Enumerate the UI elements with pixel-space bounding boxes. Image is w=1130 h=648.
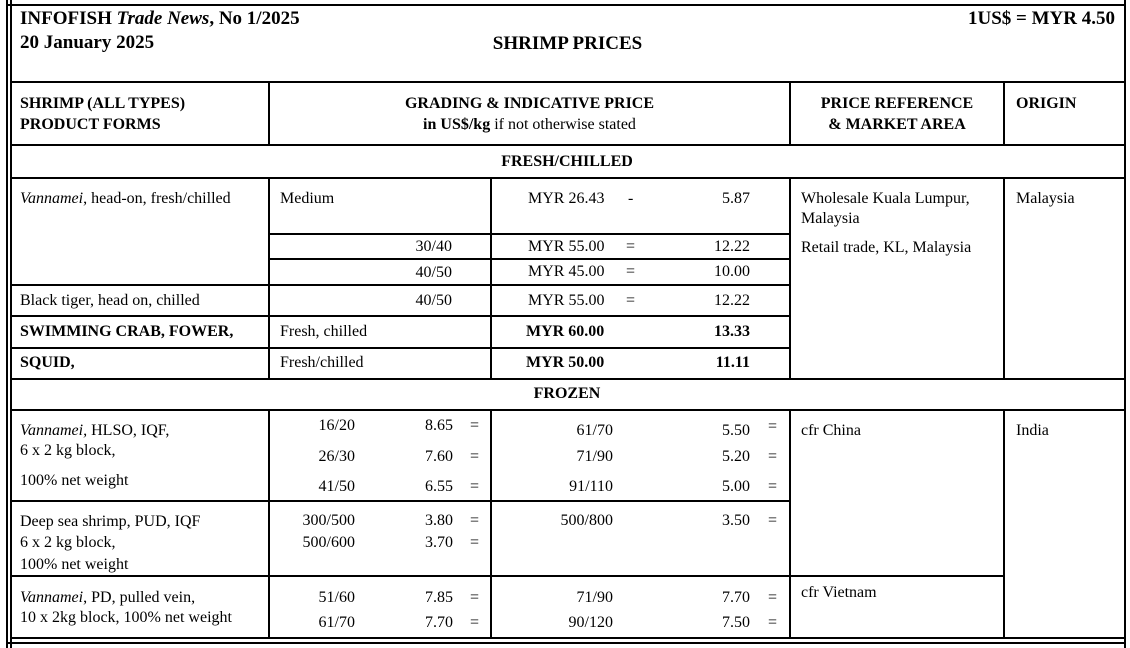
fresh-r1-ref-2: Malaysia — [801, 210, 860, 227]
frozen-g3-price2: 7.50 — [722, 614, 750, 631]
frozen-g1-price2: 5.20 — [722, 448, 750, 465]
colheader-grading-1: GRADING & INDICATIVE PRICE — [404, 95, 655, 112]
frozen-g3-size2: 71/90 — [576, 589, 613, 606]
frozen-g1-price: 7.60 — [425, 448, 453, 465]
frozen-g3-price: 7.70 — [425, 614, 453, 631]
frozen-divider-2 — [490, 409, 492, 638]
fresh-r4-product: Black tiger, head on, chilled — [20, 292, 200, 309]
frozen-g3-size: 51/60 — [318, 589, 355, 606]
fresh-r5-product: SWIMMING CRAB, FOWER, — [20, 323, 234, 340]
frozen-g2-price: 3.80 — [425, 512, 453, 529]
fresh-r2-usd: 12.22 — [714, 238, 750, 255]
outer-right-border — [1124, 0, 1126, 648]
frozen-g1-product-1 — [20, 422, 169, 440]
fresh-r3-grade: 40/50 — [415, 264, 452, 281]
fresh-r1-product — [20, 190, 231, 208]
frozen-divider-3 — [789, 409, 791, 638]
outer-left-border-inner — [10, 0, 12, 648]
colheader-divider-2 — [789, 81, 791, 145]
issue-date: 20 January 2025 — [20, 32, 155, 53]
fresh-r2-ref: Retail trade, KL, Malaysia — [801, 239, 972, 256]
frozen-g1-eq2: = — [768, 418, 778, 435]
frozen-g3-size2: 90/120 — [568, 614, 613, 631]
publication-name: INFOFISH — [20, 8, 112, 29]
frozen-g1-price: 6.55 — [425, 478, 453, 495]
fresh-r1-myr: MYR 26.43 — [528, 190, 605, 207]
frozen-title-bottom-border — [10, 409, 1126, 411]
publication-title — [20, 9, 300, 29]
frozen-g3-eq2: = — [768, 614, 778, 631]
fresh-r5-grade: Fresh, chilled — [280, 323, 368, 340]
issue-number: , No 1/2025 — [209, 8, 300, 29]
frozen-g1-size2: 61/70 — [576, 422, 613, 439]
frozen-g3-eq: = — [470, 589, 480, 606]
fresh-divider-4 — [1003, 177, 1005, 379]
fresh-r4-usd: 12.22 — [714, 292, 750, 309]
fresh-r1-ref-1: Wholesale Kuala Lumpur, — [801, 190, 970, 207]
colheader-ref-1: PRICE REFERENCE — [820, 95, 974, 112]
frozen-g3-product-rest: , PD, pulled vein, — [83, 589, 196, 606]
publication-name-italic: Trade News — [116, 8, 210, 29]
frozen-g2-product-2: 6 x 2 kg block, — [20, 534, 116, 551]
fresh-rowline-4 — [10, 315, 791, 317]
section-title-fresh: FRESH/CHILLED — [501, 153, 633, 170]
fresh-r2-grade: 30/40 — [415, 238, 452, 255]
frozen-g1-price: 8.65 — [425, 417, 453, 434]
frozen-g1-eq: = — [470, 417, 480, 434]
frozen-g1-size2: 91/110 — [569, 478, 613, 495]
frozen-g3-product-italic: Vannamei — [20, 589, 84, 606]
fresh-r3-myr: MYR 45.00 — [528, 263, 605, 280]
fresh-r1-product-italic: Vannamei — [20, 190, 84, 207]
frozen-g1-eq2: = — [768, 448, 778, 465]
frozen-g2-price: 3.70 — [425, 534, 453, 551]
frozen-g2-price2: 3.50 — [722, 512, 750, 529]
frozen-g1-size2: 71/90 — [576, 448, 613, 465]
fresh-r2-myr: MYR 55.00 — [528, 238, 605, 255]
fresh-r4-grade: 40/50 — [415, 292, 452, 309]
colheader-grading-unit: in US$/kg — [423, 116, 491, 133]
fresh-title-bottom-border — [10, 177, 1126, 179]
exchange-rate: 1US$ = MYR 4.50 — [968, 8, 1115, 29]
colheader-divider-3 — [1003, 81, 1005, 145]
frozen-g3-eq: = — [470, 614, 480, 631]
fresh-r4-myr: MYR 55.00 — [528, 292, 605, 309]
frozen-g1-price2: 5.00 — [722, 478, 750, 495]
frozen-g2-eq: = — [470, 534, 480, 551]
frozen-g3-size: 61/70 — [318, 614, 355, 631]
frozen-g1-eq: = — [470, 478, 480, 495]
frozen-g1-size: 41/50 — [318, 478, 355, 495]
frozen-g3-ref: cfr Vietnam — [801, 584, 877, 601]
colheader-product-2: PRODUCT FORMS — [20, 116, 161, 133]
page-bottom-border — [6, 642, 1126, 644]
frozen-g2-size: 300/500 — [302, 512, 355, 529]
colheader-grading-note: if not otherwise stated — [490, 116, 636, 133]
section-title-frozen: FROZEN — [533, 385, 601, 402]
frozen-g1-product-2: 6 x 2 kg block, — [20, 442, 116, 459]
frozen-g3-price2: 7.70 — [722, 589, 750, 606]
frozen-g2-size: 500/600 — [302, 534, 355, 551]
fresh-rowline-1 — [268, 233, 791, 235]
frozen-g2-eq: = — [470, 512, 480, 529]
fresh-r4-sep: = — [626, 292, 636, 309]
header-bottom-border — [10, 81, 1126, 83]
frozen-g1-price2: 5.50 — [722, 422, 750, 439]
fresh-r6-product: SQUID, — [20, 354, 75, 371]
frozen-g1-eq2: = — [768, 478, 778, 495]
fresh-r2-sep: = — [626, 238, 636, 255]
colheader-divider-1 — [268, 81, 270, 145]
frozen-g1-size: 26/30 — [318, 448, 355, 465]
fresh-rowline-2 — [268, 258, 791, 260]
fresh-r1-grade: Medium — [280, 190, 335, 207]
frozen-g1-size: 16/20 — [318, 417, 355, 434]
fresh-r1-product-rest: , head-on, fresh/chilled — [83, 190, 231, 207]
fresh-r6-usd: 11.11 — [715, 354, 750, 371]
top-border — [6, 4, 1126, 6]
frozen-g3-eq2: = — [768, 589, 778, 606]
frozen-divider-1 — [268, 409, 270, 638]
frozen-g1-product-italic: Vannamei, — [20, 422, 88, 439]
frozen-g1-ref: cfr China — [801, 422, 861, 439]
page-title: SHRIMP PRICES — [492, 33, 643, 54]
frozen-g1-eq: = — [470, 448, 480, 465]
table-bottom-border — [10, 637, 1126, 639]
fresh-r1-usd: 5.87 — [722, 190, 750, 207]
frozen-g2-product-3: 100% net weight — [20, 556, 129, 573]
frozen-g3-product-1 — [20, 589, 195, 607]
fresh-r5-myr: MYR 60.00 — [526, 323, 605, 340]
colheader-bottom-border — [10, 144, 1126, 146]
frozen-divider-4 — [1003, 409, 1005, 638]
fresh-rowline-3 — [10, 284, 791, 286]
fresh-r1-sep: - — [628, 190, 634, 207]
frozen-g2-eq2: = — [768, 512, 778, 529]
frozen-g2-size2: 500/800 — [560, 512, 613, 529]
frozen-g1-product-3: 100% net weight — [20, 472, 129, 489]
frozen-g1-product-rest: HLSO, IQF, — [87, 422, 170, 439]
frozen-rowline-2 — [10, 575, 1005, 577]
fresh-r3-sep: = — [626, 263, 636, 280]
frozen-g2-product-1: Deep sea shrimp, PUD, IQF — [20, 513, 201, 530]
outer-left-border — [6, 0, 8, 648]
fresh-rowline-5 — [10, 347, 791, 349]
frozen-g3-product-2: 10 x 2kg block, 100% net weight — [20, 609, 232, 626]
fresh-r6-grade: Fresh/chilled — [280, 354, 364, 371]
colheader-origin: ORIGIN — [1016, 95, 1077, 112]
frozen-g3-price: 7.85 — [425, 589, 453, 606]
fresh-r6-myr: MYR 50.00 — [526, 354, 605, 371]
colheader-product-1: SHRIMP (ALL TYPES) — [20, 95, 186, 112]
fresh-r3-usd: 10.00 — [714, 263, 750, 280]
frozen-rowline-1 — [10, 500, 791, 502]
frozen-g1-origin: India — [1016, 422, 1049, 439]
colheader-ref-2: & MARKET AREA — [828, 116, 966, 133]
fresh-r5-usd: 13.33 — [714, 323, 750, 340]
colheader-grading-2 — [270, 116, 789, 134]
frozen-title-top-border — [10, 378, 1126, 380]
fresh-origin: Malaysia — [1016, 190, 1075, 207]
